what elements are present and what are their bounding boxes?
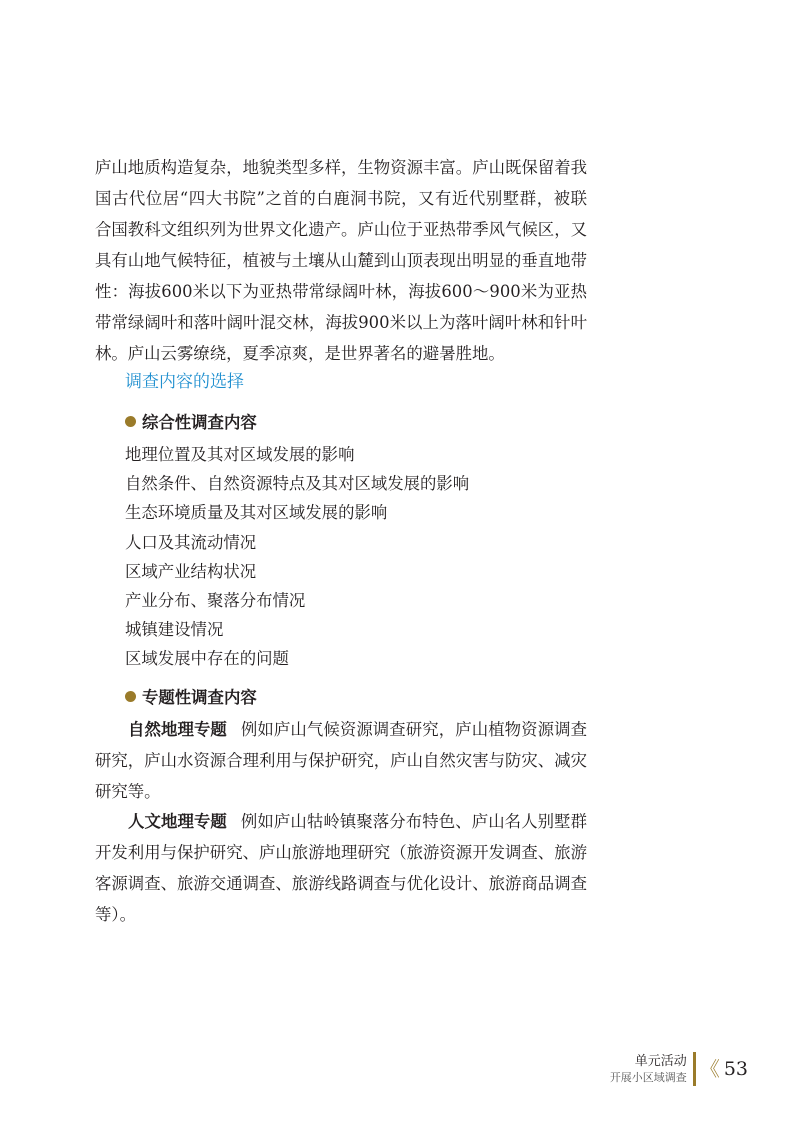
- list-item: 生态环境质量及其对区域发展的影响: [125, 503, 388, 523]
- comprehensive-list: [125, 440, 469, 674]
- thematic-heading: [125, 684, 257, 708]
- list-item: 自然条件、自然资源特点及其对区域发展的影响: [125, 474, 470, 494]
- comprehensive-heading-text: 综合性调查内容: [142, 413, 257, 432]
- list-item: 城镇建设情况: [125, 620, 224, 640]
- intro-paragraph: 庐山地质构造复杂，地貌类型多样，生物资源丰富。庐山既保留着我国古代位居“四大书院”之首的白鹿洞书院，又有近代别墅群，被联合国教科文组织列为世界文化遗产。庐山位于亚热带季风气候区，又具有山地气候特征，植被与土壤从山麓到山顶表现出明显的垂直地带性：海拔600米以下为亚热带常绿阔叶林，海拔600～900米为亚热带常绿阔叶和落叶阔叶混交林，海拔900米以上为落叶阔叶林和针叶林。庐山云雾缭绕，夏季凉爽，是世界著名的避暑胜地。: [95, 158, 587, 363]
- human-geography-topic: [95, 806, 587, 930]
- topic-lead: 自然地理专题: [128, 720, 227, 739]
- page-footer: [610, 1051, 748, 1087]
- footer-divider: [693, 1052, 696, 1086]
- bullet-dot-icon: [125, 691, 136, 702]
- list-item: 区域发展中存在的问题: [125, 649, 289, 669]
- section-title: 调查内容的选择: [125, 372, 244, 392]
- topic-lead: 人文地理专题: [128, 812, 227, 831]
- list-item: 人口及其流动情况: [125, 532, 257, 552]
- thematic-heading-text: 专题性调查内容: [142, 688, 257, 707]
- list-item: 地理位置及其对区域发展的影响: [125, 445, 355, 464]
- comprehensive-heading: [125, 409, 257, 433]
- physical-geography-topic: [95, 714, 587, 807]
- list-item: 区域产业结构状况: [125, 561, 257, 581]
- topic-text: 例如庐山气候资源调查研究，庐山植物资源调查研究，庐山水资源合理利用与保护研究，庐山自然灾害与防灾、减灾研究等。: [95, 720, 588, 801]
- double-chevron-icon: 《: [699, 1057, 720, 1081]
- footer-titles: [610, 1054, 687, 1085]
- bullet-dot-icon: [125, 416, 136, 427]
- topic-text: 例如庐山牯岭镇聚落分布特色、庐山名人别墅群开发利用与保护研究、庐山旅游地理研究（旅游资源开发调查、旅游客源调查、旅游交通调查、旅游线路调查与优化设计、旅游商品调查等）。: [95, 812, 588, 924]
- footer-subtitle: 开展小区域调查: [609, 1070, 687, 1084]
- footer-unit: 单元活动: [634, 1053, 687, 1069]
- page-number: 53: [723, 1058, 748, 1080]
- list-item: 产业分布、聚落分布情况: [125, 591, 306, 611]
